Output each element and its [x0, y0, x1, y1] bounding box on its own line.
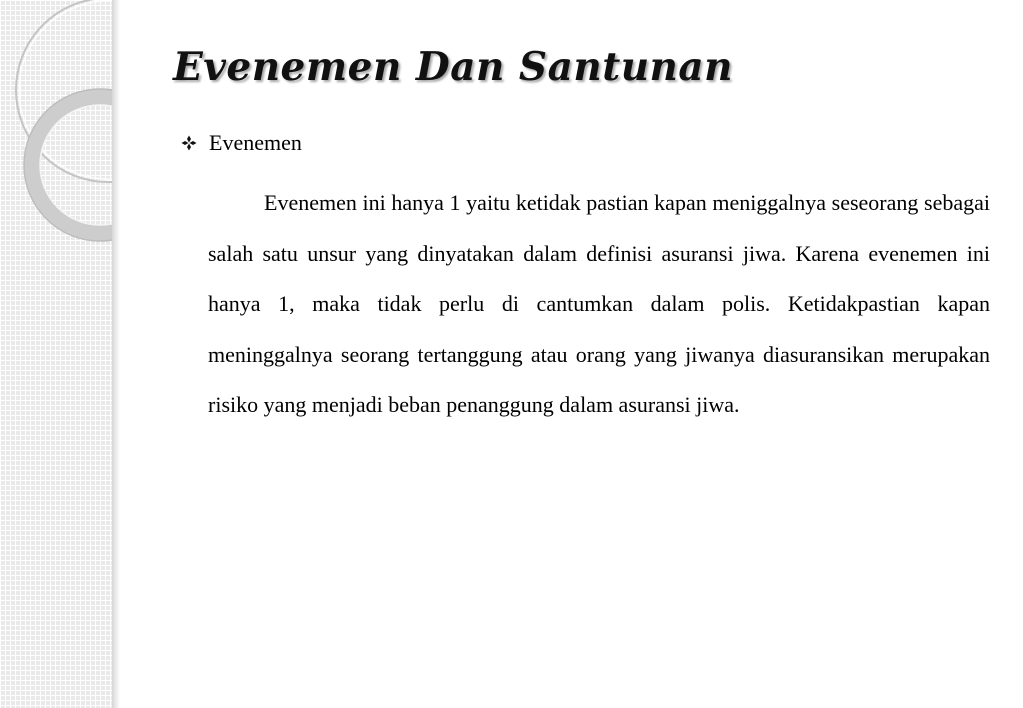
- diamond-bullet-icon: [181, 135, 197, 151]
- slide-title: Evenemen Dan Santunan: [173, 44, 734, 90]
- bullet-item: [181, 130, 302, 156]
- decorative-circles-graphic: [0, 0, 112, 708]
- bullet-label: Evenemen: [209, 130, 302, 155]
- side-panel-shadow: [112, 0, 120, 708]
- body-paragraph: Evenemen ini hanya 1 yaitu ketidak pastian kapan meniggalnya seseorang sebagai salah satu unsur yang dinyatakan dalam definisi asuransi jiwa. Karena evenemen ini hanya 1, maka tidak perlu di cantumkan dalam polis. Ketidakpastian kapan meninggalnya seorang tertanggung atau orang yang jiwanya diasuransikan merupakan risiko yang menjadi beban penanggung dalam asuransi jiwa.: [208, 190, 990, 417]
- decorative-side-panel: [0, 0, 112, 708]
